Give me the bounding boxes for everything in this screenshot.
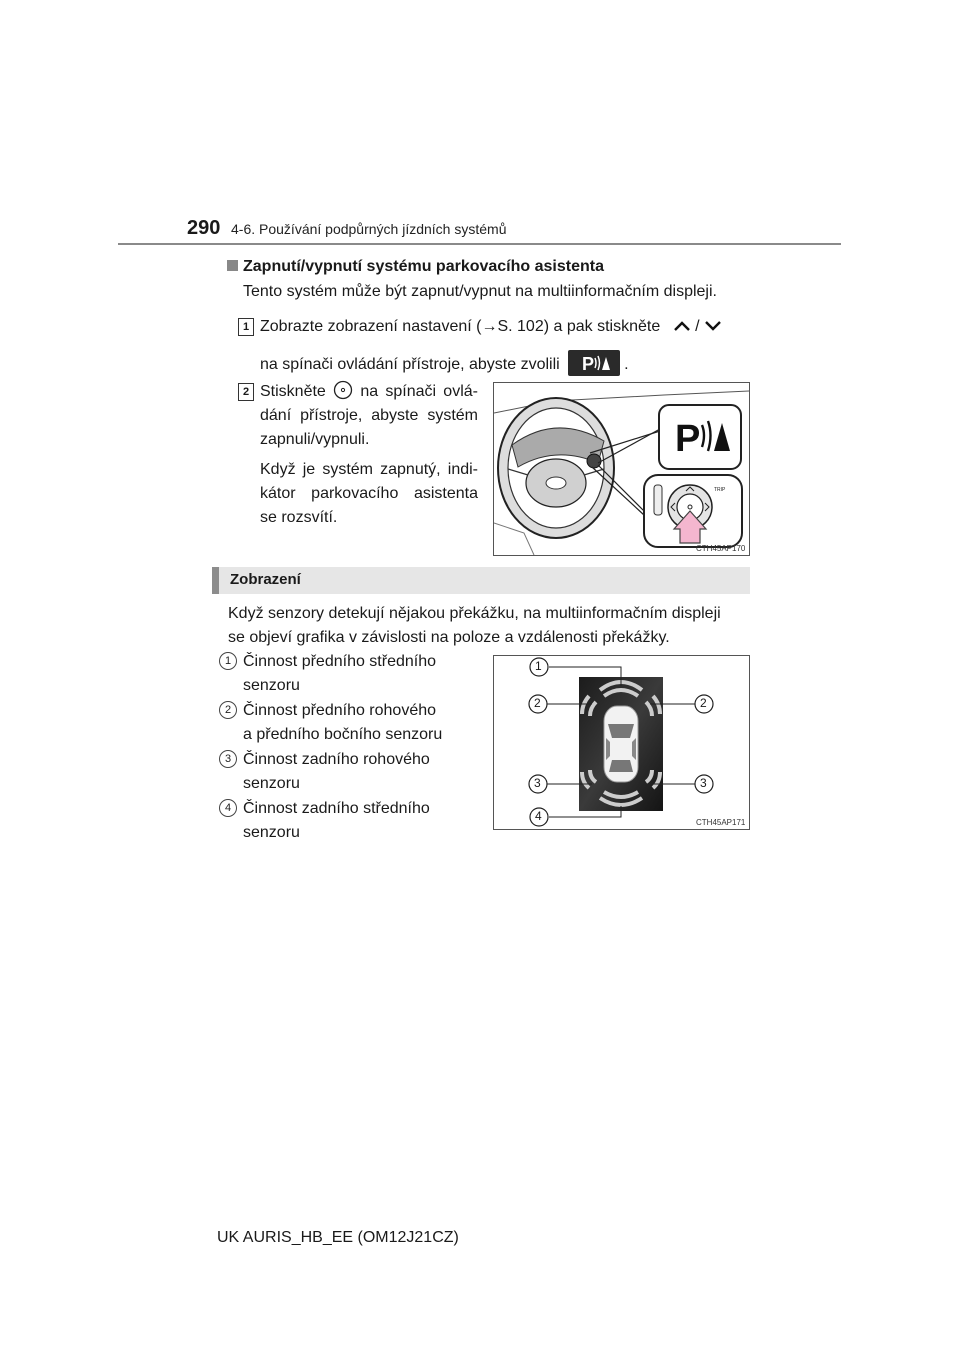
svg-text:P: P (582, 354, 595, 374)
trip-label: TRIP (714, 487, 726, 493)
display-intro-line-2: se objeví grafika v závislosti na poloze a vzdálenosti překážky. (228, 629, 670, 646)
sensor-display-illustration (494, 656, 749, 829)
chevron-up-icon (673, 320, 691, 332)
footer-model: UK AURIS_HB_EE (OM12J21CZ) (217, 1229, 459, 1246)
step-2-line-2: dání přístroje, abyste systém (260, 407, 478, 424)
list-item: Činnost zadního středního senzoru (243, 800, 430, 841)
slash-text: / (695, 318, 700, 335)
figure-1-code: CTH45AP170 (696, 544, 746, 553)
list-number-4: 4 (219, 799, 237, 817)
parking-assist-icon (568, 350, 620, 376)
step-2-note-2: kátor parkovacího asistenta (260, 485, 478, 502)
step-2-note-1: Když je systém zapnutý, indi- (260, 461, 478, 478)
callout-2-right: 2 (700, 696, 707, 710)
list-number-1: 1 (219, 652, 237, 670)
ok-button-icon (333, 380, 353, 400)
band-title: Zobrazení (230, 571, 301, 588)
list-number-2: 2 (219, 701, 237, 719)
section-band-zobrazeni (212, 567, 750, 594)
list-item: Činnost předního rohového a předního bočního senzoru (243, 702, 443, 743)
callout-3-left: 3 (534, 776, 541, 790)
page-number: 290 (187, 217, 221, 239)
steering-wheel-illustration (494, 383, 749, 555)
display-intro-line-1: Když senzory detekují nějakou překážku, na multiinformačním displeji (228, 605, 721, 622)
callout-3-right: 3 (700, 776, 707, 790)
step-2-line-3: zapnuli/vypnuli. (260, 431, 370, 448)
callout-4: 4 (535, 809, 542, 823)
step-1-line-1: Zobrazte zobrazení nastavení (→S. 102) a pak stiskněte / (260, 315, 722, 339)
figure-2-code: CTH45AP171 (696, 818, 746, 827)
list-item: Činnost zadního rohového senzoru (243, 751, 430, 792)
callout-1: 1 (535, 659, 542, 673)
step-1-marker: 1 (238, 318, 254, 336)
section-heading (227, 255, 604, 279)
arrow-right-icon: → (481, 318, 498, 335)
section-title: 4-6. Používání podpůrných jízdních systémů (231, 221, 507, 237)
square-bullet-icon (227, 260, 238, 271)
step-2-text (260, 380, 478, 530)
step-1-line-2: na spínači ovládání přístroje, abyste zvolili P . (260, 350, 629, 377)
section-heading-text: Zapnutí/vypnutí systému parkovacího asistenta (243, 258, 604, 275)
list-item: Činnost předního středního senzoru (243, 653, 437, 694)
list-number-3: 3 (219, 750, 237, 768)
svg-text:P: P (675, 418, 701, 460)
intro-text: Tento systém může být zapnut/vypnut na multiinformačním displeji. (243, 283, 717, 300)
header-divider (118, 243, 841, 245)
callout-2-left: 2 (534, 696, 541, 710)
step-2-line-1: Stiskněte na spínači ovlá- (260, 380, 478, 404)
step-2-note-3: se rozsvítí. (260, 509, 338, 526)
sensor-display-figure (493, 655, 750, 830)
step-2-marker: 2 (238, 383, 254, 401)
chevron-down-icon (704, 320, 722, 332)
steering-wheel-figure (493, 382, 750, 556)
